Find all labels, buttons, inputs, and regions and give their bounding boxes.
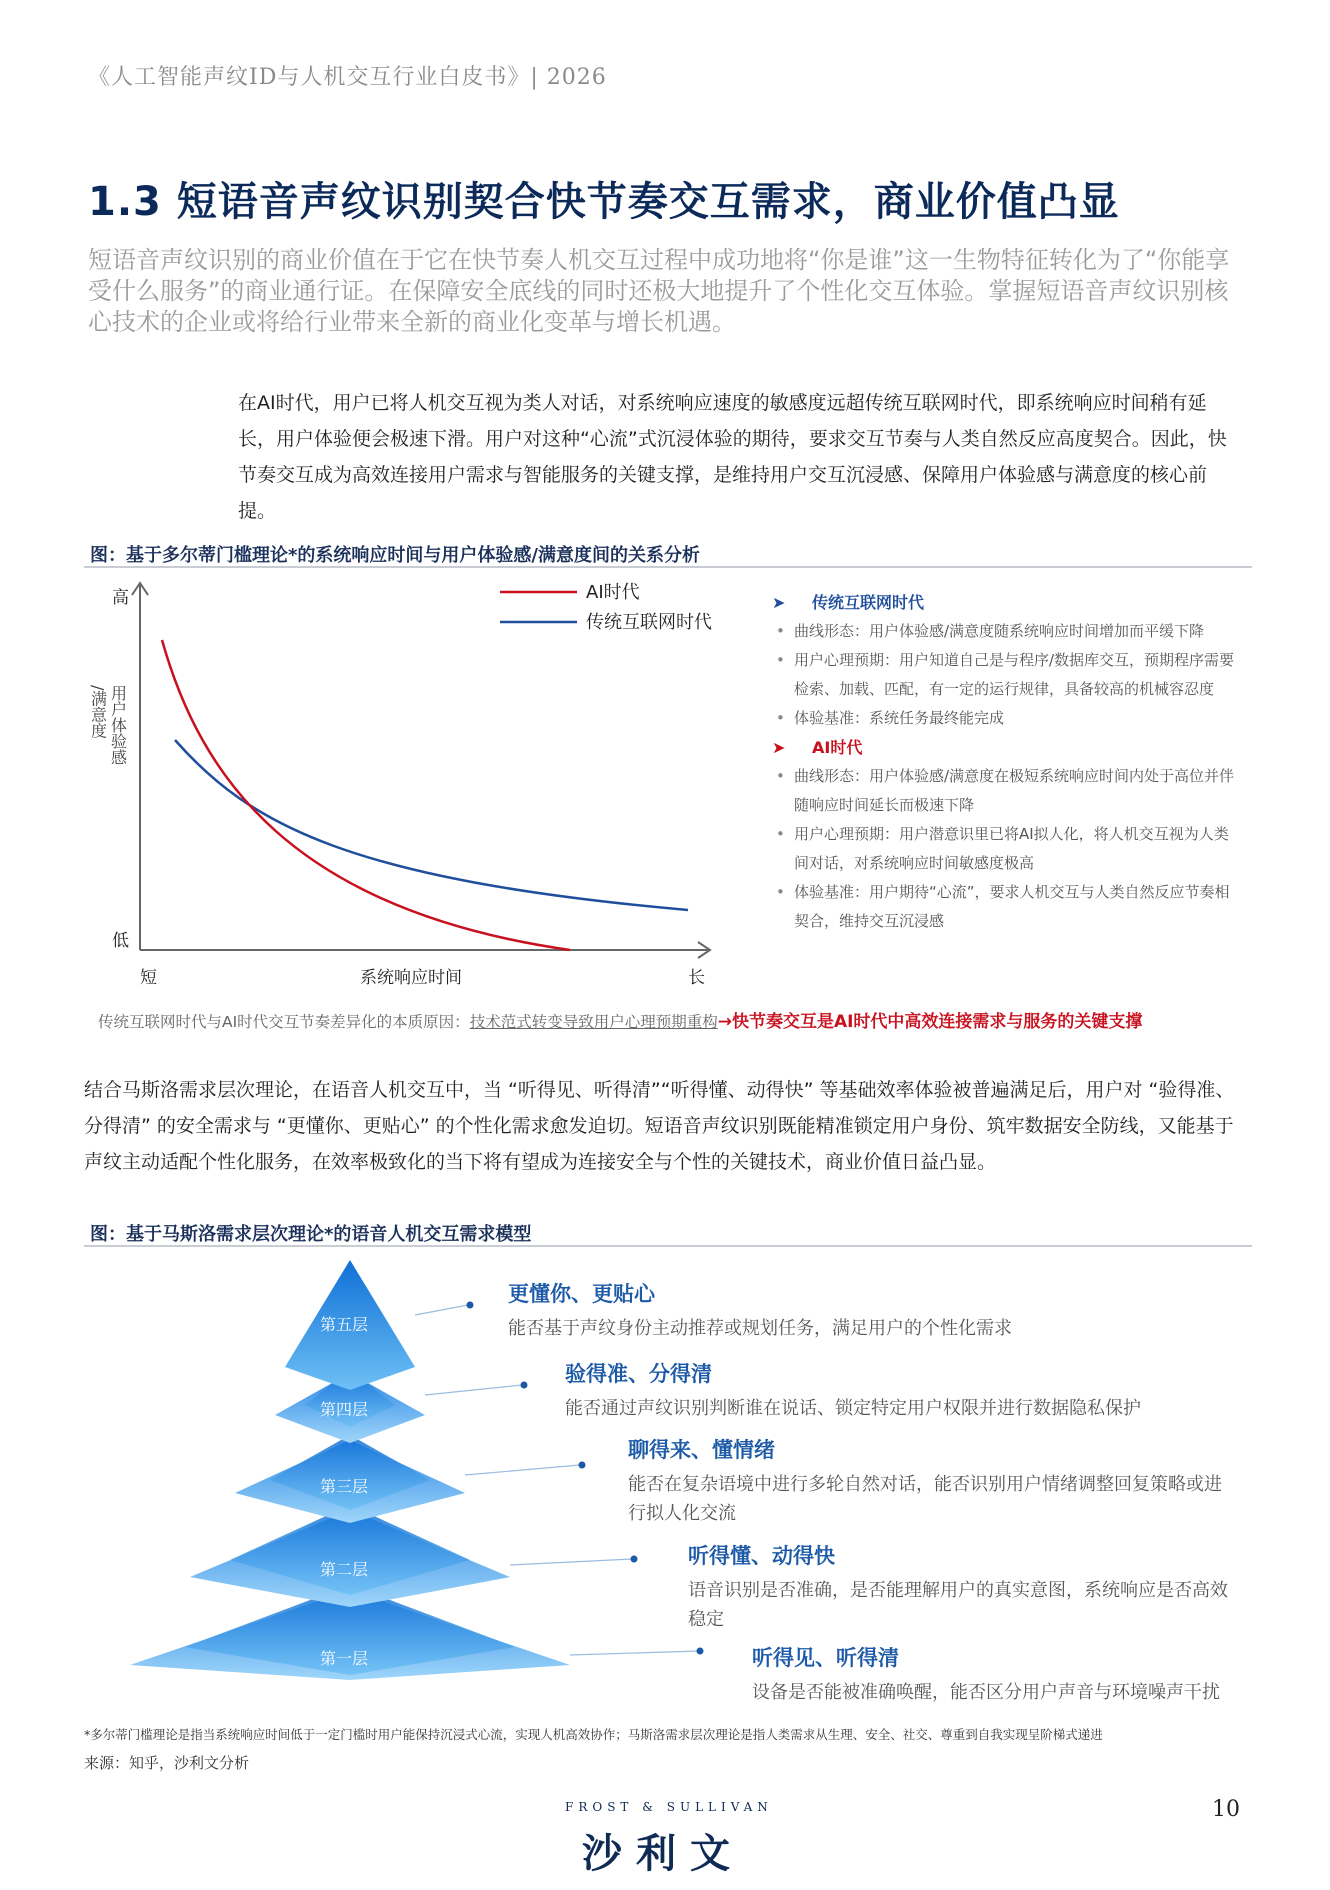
level-5-label: 第五层 [320, 1315, 369, 1334]
level-3-desc: 能否在复杂语境中进行多轮自然对话，能否识别用户情绪调整回复策略或进行拟人化交流 [628, 1474, 1222, 1524]
ai-note-item: • 体验基准：用户期待“心流”，要求人机交互与人类自然反应节奏相契合，维持交互沉浸感 [772, 878, 1242, 936]
connector-dot [467, 1302, 474, 1309]
svg-text:/满意度: /满意度 [90, 685, 108, 739]
level-4-title: 验得准、分得清 [565, 1362, 712, 1386]
trad-note-item: • 用户心理预期：用户知道自己是与程序/数据库交互，预期程序需要检索、加载、匹配，有一定的运行规律，具备较高的机械容忍度 [772, 646, 1242, 704]
section-heading: 1.3 短语音声纹识别契合快节奏交互需求，商业价值凸显 [88, 179, 1120, 225]
document-title: 《人工智能声纹ID与人机交互行业白皮书》| 2026 [88, 65, 607, 90]
level-3-label: 第三层 [320, 1477, 369, 1496]
trad-notes-heading: ➤ 传统互联网时代 [772, 588, 1242, 617]
ai-era-curve [162, 640, 570, 950]
maslow-paragraph: 结合马斯洛需求层次理论，在语音人机交互中，当 “听得见、听得清”“听得懂、动得快” 等基础效率体验被普遍满足后，用户对 “验得准、分得清” 的安全需求与 “更懂你、更贴心” 的个性化需求愈发迫切。短语音声纹识别既能精准锁定用户身份、筑牢数据安全防线，又能基于声纹主动适配个性化服务，在效率极致化的当下将有望成为连接安全与个性的关键技术，商业价值日益凸显。 [84, 1079, 1235, 1173]
footnote: *多尔蒂门槛理论是指当系统响应时间低于一定门槛时用户能保持沉浸式心流，实现人机高效协作；马斯洛需求层次理论是指人类需求从生理、安全、社交、尊重到自我实现呈阶梯式递进 [84, 1727, 1103, 1742]
svg-text:用户体验感: 用户体验感 [108, 685, 128, 765]
trad-note-item: • 曲线形态：用户体验感/满意度随系统响应时间增加而平缓下降 [772, 617, 1242, 646]
level-5-title: 更懂你、更贴心 [508, 1282, 655, 1306]
level-3-title: 聊得来、懂情绪 [628, 1438, 775, 1462]
connector-dot [521, 1382, 528, 1389]
connector-level-5 [415, 1305, 468, 1315]
level-2-title: 听得懂、动得快 [688, 1544, 835, 1568]
connector-dot [697, 1648, 704, 1655]
ai-note-item: • 用户心理预期：用户潜意识里已将AI拟人化，将人机交互视为人类间对话，对系统响应时间敏感度极高 [772, 820, 1242, 878]
intro-paragraph: 在AI时代，用户已将人机交互视为类人对话，对系统响应速度的敏感度远超传统互联网时代，即系统响应时间稍有延长，用户体验便会极速下滑。用户对这种“心流”式沉浸体验的期待，要求交互节奏与人类自然反应高度契合。因此，快节奏交互成为高效连接用户需求与智能服务的关键支撑，是维持用户交互沉浸感、保障用户体验感与满意度的核心前提。 [238, 392, 1227, 522]
level-3-text [628, 1434, 1238, 1528]
figure1-caption: 图：基于多尔蒂门槛理论*的系统响应时间与用户体验感/满意度间的关系分析 [90, 545, 700, 566]
logo-wordmark: FROST & SULLIVAN [565, 1800, 773, 1814]
level-5-desc: 能否基于声纹身份主动推荐或规划任务，满足用户的个性化需求 [508, 1318, 1012, 1339]
era-notes [772, 588, 1242, 936]
level-1-text [752, 1642, 1252, 1707]
trad-era-curve [175, 740, 688, 910]
level-4-label: 第四层 [320, 1400, 369, 1419]
level-2-desc: 语音识别是否准确，是否能理解用户的真实意图，系统响应是否高效稳定 [688, 1580, 1228, 1630]
trad-note-item: • 体验基准：系统任务最终能完成 [772, 704, 1242, 733]
level-2-text [688, 1540, 1243, 1634]
level-1-desc: 设备是否能被准确唤醒，能否区分用户声音与环境噪声干扰 [752, 1682, 1220, 1703]
connector-dot [631, 1556, 638, 1563]
connector-level-1 [570, 1651, 698, 1655]
page-number: 10 [1212, 1797, 1240, 1822]
lead-paragraph: 短语音声纹识别的商业价值在于它在快节奏人机交互过程中成功地将“你是谁”这一生物特征转化为了“你能享受什么服务”的商业通行证。在保障安全底线的同时还极大地提升了个性化交互体验。掌握短语音声纹识别核心技术的企业或将给行业带来全新的商业化变革与增长机遇。 [88, 246, 1230, 336]
level-4-desc: 能否通过声纹识别判断谁在说话、锁定特定用户权限并进行数据隐私保护 [565, 1398, 1141, 1419]
arrow-right-icon: ➤ [772, 738, 786, 757]
figure1-conclusion: 传统互联网时代与AI时代交互节奏差异化的本质原因：技术范式转变导致用户心理预期重构→快节奏交互是AI时代中高效连接需求与服务的关键支撑 [98, 1012, 1143, 1032]
level-1-title: 听得见、听得清 [752, 1646, 899, 1670]
legend-ai-label: AI时代 [586, 582, 640, 603]
x-long-label: 长 [688, 968, 705, 988]
level-5-text [508, 1278, 1208, 1343]
x-axis-label: 系统响应时间 [360, 968, 462, 988]
response-time-chart [90, 565, 730, 999]
y-high-label: 高 [112, 588, 129, 608]
logo: 沙利文 [582, 1831, 744, 1877]
connector-level-3 [465, 1465, 580, 1475]
connector-level-4 [425, 1385, 522, 1395]
y-low-label: 低 [112, 931, 129, 951]
level-4-text [565, 1358, 1245, 1423]
connector-dot [579, 1462, 586, 1469]
arrow-right-icon: ➤ [772, 593, 786, 612]
level-2-label: 第二层 [320, 1560, 369, 1579]
figure2-rule [84, 1245, 1252, 1247]
legend-trad-label: 传统互联网时代 [586, 612, 712, 633]
ai-note-item: • 曲线形态：用户体验感/满意度在极短系统响应时间内处于高位并伴随响应时间延长而极速下降 [772, 762, 1242, 820]
y-axis-label [90, 685, 128, 765]
ai-notes-heading: ➤ AI时代 [772, 733, 1242, 762]
figure2-caption: 图：基于马斯洛需求层次理论*的语音人机交互需求模型 [90, 1224, 532, 1245]
source-note: 来源：知乎，沙利文分析 [84, 1754, 250, 1772]
level-1-label: 第一层 [320, 1649, 369, 1668]
x-short-label: 短 [140, 968, 157, 988]
connector-level-2 [510, 1559, 632, 1565]
